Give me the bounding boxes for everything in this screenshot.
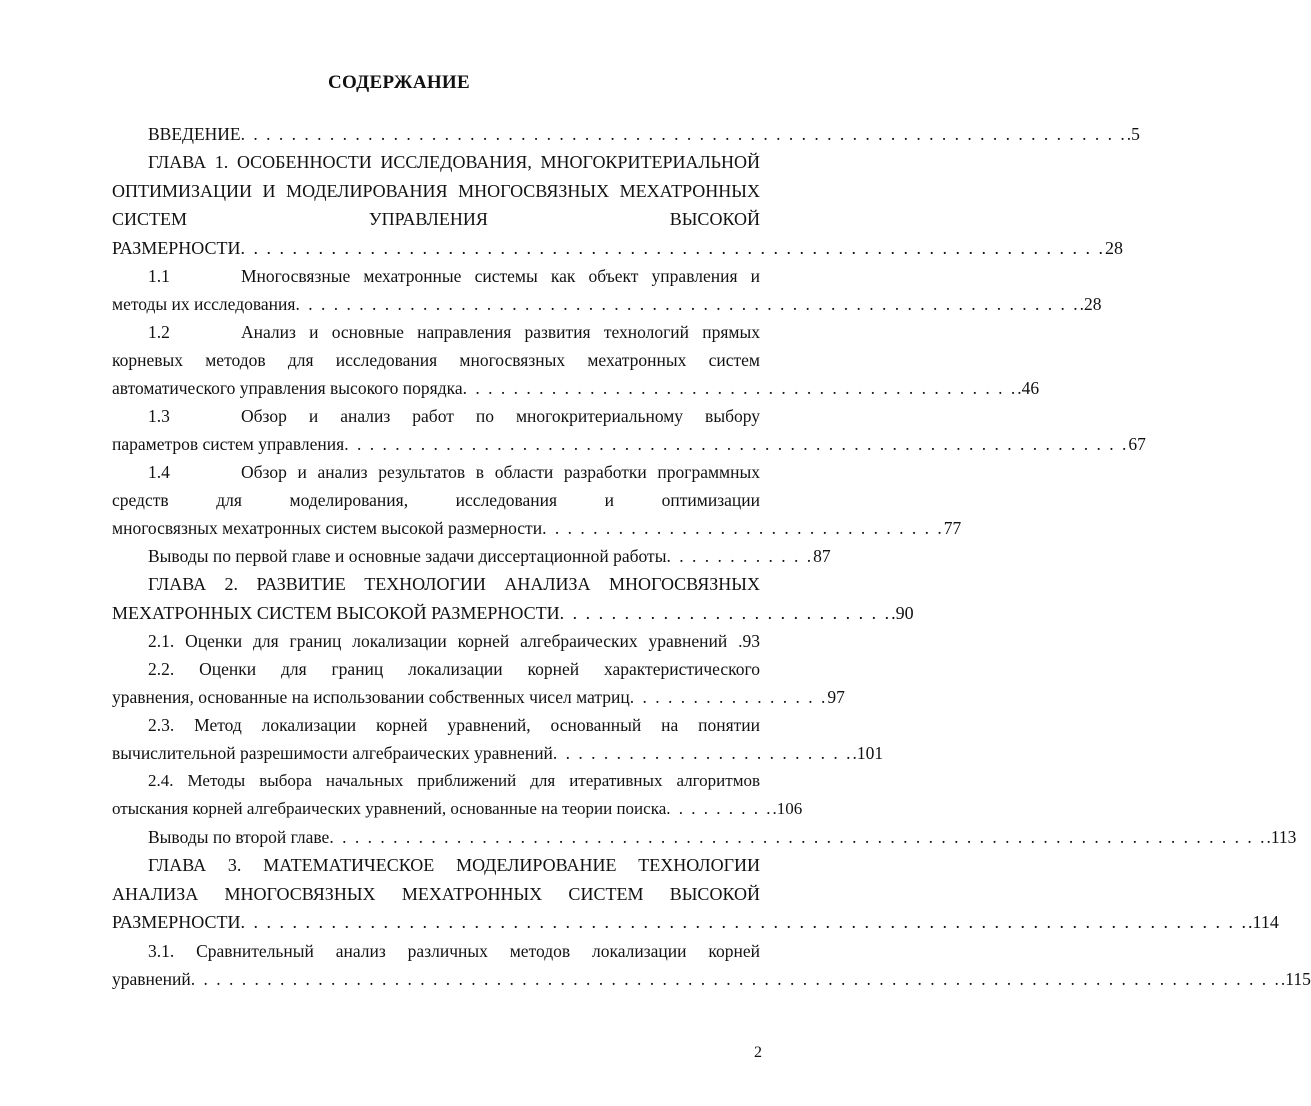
dot-leader: . . . . . . . . . . . . . . . . . . . . . . . . . . . . . . . . . . . . . . . . . . . . . . . . . . . . . . . . . . . . . . . . . . . . . . . . . . . . . . xyxy=(240,912,1249,932)
toc-entry-text: Обзор и анализ результатов в области разработки программных средств для моделирования, исследования и оптимизации xyxy=(112,462,765,510)
page-title: СОДЕРЖАНИЕ xyxy=(328,72,470,93)
toc-entry-text: 2.4. Методы выбора начальных приближений для итеративных алгоритмов xyxy=(148,771,760,790)
toc-entry-line xyxy=(112,402,760,430)
dot-leader: . . . . . . . . . . . . . . . . . . . . . . . . . . xyxy=(559,602,892,623)
toc-entry-last-line xyxy=(112,599,914,628)
dot-leader: . . . . . . . . . . . . . . . . . . . . . . . . . . . . . . . . . . . . . . . . . . . . . . . . . . . . . . . . . . . . . . . . . . . . . . xyxy=(240,124,1127,144)
toc-entry-text: ГЛАВА 2. РАЗВИТИЕ ТЕХНОЛОГИИ АНАЛИЗА МНОГОСВЯЗНЫХ xyxy=(148,574,760,594)
dot-leader: . . . . . . . . . . . . . . . . . . . . . . . . . . . . . . . . xyxy=(542,518,944,538)
toc-page-number: .101 xyxy=(852,743,884,763)
toc-entry-last-line xyxy=(112,430,1146,458)
toc-entry-text: ГЛАВА 1. ОСОБЕННОСТИ ИССЛЕДОВАНИЯ, МНОГОКРИТЕРИАЛЬНОЙ ОПТИМИЗАЦИИ И МОДЕЛИРОВАНИЯ МНОГОСВЯЗНЫХ МЕХАТРОННЫХ СИСТЕМ УПРАВЛЕНИЯ ВЫСОКОЙ xyxy=(112,152,760,229)
toc-page-number: 77 xyxy=(943,518,962,538)
toc-page-number: .5 xyxy=(1126,124,1140,144)
dot-leader: . . . . . . . . . . . . . . . . . . . . . . . . xyxy=(552,743,853,763)
toc-entry-text: многосвязных мехатронных систем высокой размерности xyxy=(112,518,543,538)
dot-leader: . . . . . . . . . . . . . . . . . . . . . . . . . . . . . . . . . . . . . . . . . . . . . . . . . . . . . . . . . . . . . . . . . . . . . . . . . . . . . . . . . . . . . . xyxy=(190,968,1281,989)
dot-leader: . . . . . . . . . . . . . . . . . . . . . . . . . . . . . . . . . . . . . . . . . . . . . . . . . . . . . . . . . . . . . . xyxy=(344,434,1129,454)
toc-page-number: 67 xyxy=(1128,434,1146,454)
page-number: 2 xyxy=(754,1044,762,1061)
toc-entry-text: автоматического управления высокого порядка xyxy=(112,378,463,398)
toc-entry-last-line xyxy=(112,795,803,823)
dot-leader: . . . . . . . . . . . . . . . . . . . . . . . . . . . . . . . . . . . . . . . . . . . . . . . . . . . . . . . . . . . . . . . . . . . xyxy=(240,237,1106,258)
toc-entry-text: уравнений xyxy=(112,968,191,989)
toc-entry-line xyxy=(112,458,765,514)
toc-entry-number: 1.1 xyxy=(148,266,170,286)
toc-page-number: .106 xyxy=(772,799,803,818)
toc-entry-text: МЕХАТРОННЫХ СИСТЕМ ВЫСОКОЙ РАЗМЕРНОСТИ xyxy=(112,602,560,623)
dot-leader: . . . . . . . . . . . . . . . . . . . . . . . . . . . . . . . . . . . . . . . . . . . . . . . . . . . . . . . . . . . . . . . . . . . . . . . . . . xyxy=(329,827,1267,847)
dot-leader: . . . . . . . . . xyxy=(666,799,773,818)
toc-entry-line xyxy=(112,318,765,374)
toc-entry-text: 2.3. Метод локализации корней уравнений, основанный на понятии xyxy=(148,715,760,735)
toc-entry-last-line xyxy=(112,739,884,767)
toc-entry-1-2[interactable] xyxy=(112,318,1040,402)
toc-entry-2-2[interactable] xyxy=(112,655,845,711)
toc-entry-number: 1.4 xyxy=(148,462,170,482)
toc-entry-text: РАЗМЕРНОСТИ xyxy=(112,237,241,258)
toc-entry-text: вычислительной разрешимости алгебраических уравнений xyxy=(112,743,553,763)
toc-entry-text: Многосвязные мехатронные системы как объект управления и xyxy=(241,266,760,286)
toc-entry-last-line xyxy=(112,514,962,542)
toc-entry-text: Обзор и анализ работ по многокритериальному выбору xyxy=(241,406,760,426)
toc-page-number: .115 xyxy=(1280,968,1311,989)
dot-leader: . . . . . . . . . . . . . . . . . . . . . . . . . . . . . . . . . . . . . . . . . . . . xyxy=(462,378,1018,398)
toc-entry-last-line xyxy=(112,683,845,711)
toc-entry-text: Выводы по первой главе и основные задачи диссертационной работы xyxy=(148,546,667,566)
dot-leader: . . . . . . . . . . . . . . . . xyxy=(629,687,828,707)
toc-entry-intro[interactable] xyxy=(112,120,1140,148)
toc-entry-last-line xyxy=(112,374,1040,402)
toc-entry-text: методы их исследования xyxy=(112,294,296,314)
dot-leader: . . . . . . . . . . . . . . . . . . . . . . . . . . . . . . . . . . . . . . . . . . . . . . . . . . . . . . . . . . . . . . xyxy=(295,294,1080,314)
toc-page-number: .28 xyxy=(1079,294,1102,314)
toc-entry-2-4[interactable] xyxy=(112,767,803,823)
toc-entry-2-1[interactable]: 2.1. Оценки для границ локализации корней алгебраических уравнений .93 xyxy=(148,631,760,651)
toc-entry-text: Выводы по второй главе xyxy=(148,827,330,847)
toc-entry-2-3[interactable] xyxy=(112,711,884,767)
toc-entry-conclusions-1[interactable] xyxy=(112,542,831,570)
toc-entry-text: параметров систем управления xyxy=(112,434,345,454)
toc-page-number: .114 xyxy=(1248,912,1279,932)
toc-page-number: 97 xyxy=(827,687,845,707)
toc-entry-text: отыскания корней алгебраических уравнений, основанные на теории поиска xyxy=(112,799,667,818)
table-of-contents xyxy=(112,120,1311,993)
toc-page-number: .46 xyxy=(1017,378,1040,398)
toc-entry-last-line xyxy=(112,908,1279,937)
toc-page-number: .90 xyxy=(891,602,914,623)
dot-leader: . . . . . . . . . . . . xyxy=(666,546,814,566)
toc-entry-line xyxy=(112,262,760,290)
toc-entry-last-line xyxy=(112,290,1102,318)
toc-entry-text: ГЛАВА 3. МАТЕМАТИЧЕСКОЕ МОДЕЛИРОВАНИЕ ТЕХНОЛОГИИ АНАЛИЗА МНОГОСВЯЗНЫХ МЕХАТРОННЫХ СИСТЕМ ВЫСОКОЙ xyxy=(112,855,760,904)
toc-entry-number: 1.2 xyxy=(148,322,170,342)
toc-entry-text: ВВЕДЕНИЕ xyxy=(148,124,241,144)
toc-entry-chapter-1[interactable] xyxy=(112,148,1124,262)
toc-entry-conclusions-2[interactable] xyxy=(112,823,1297,851)
toc-entry-text: РАЗМЕРНОСТИ xyxy=(112,912,241,932)
toc-entry-text: 3.1. Сравнительный анализ различных методов локализации корней xyxy=(148,940,760,961)
toc-page-number: .113 xyxy=(1266,827,1297,847)
toc-entry-1-3[interactable] xyxy=(112,402,1146,458)
toc-page-number: 28 xyxy=(1105,237,1124,258)
toc-entry-chapter-2[interactable] xyxy=(112,570,914,627)
toc-entry-3-1[interactable] xyxy=(112,937,1311,993)
toc-entry-text: Анализ и основные направления развития технологий прямых корневых методов для исследования многосвязных мехатронных систем xyxy=(112,322,765,370)
toc-entry-number: 1.3 xyxy=(148,406,170,426)
toc-entry-1-1[interactable] xyxy=(112,262,1102,318)
toc-entry-text: 2.2. Оценки для границ локализации корней характеристического xyxy=(148,659,760,679)
toc-entry-last-line xyxy=(112,965,1311,993)
toc-entry-1-4[interactable] xyxy=(112,458,962,542)
toc-entry-text: уравнения, основанные на использовании собственных чисел матриц xyxy=(112,687,630,707)
toc-entry-chapter-3[interactable] xyxy=(112,851,1279,937)
toc-entry-last-line xyxy=(112,234,1124,263)
toc-page-number: 87 xyxy=(813,546,831,566)
